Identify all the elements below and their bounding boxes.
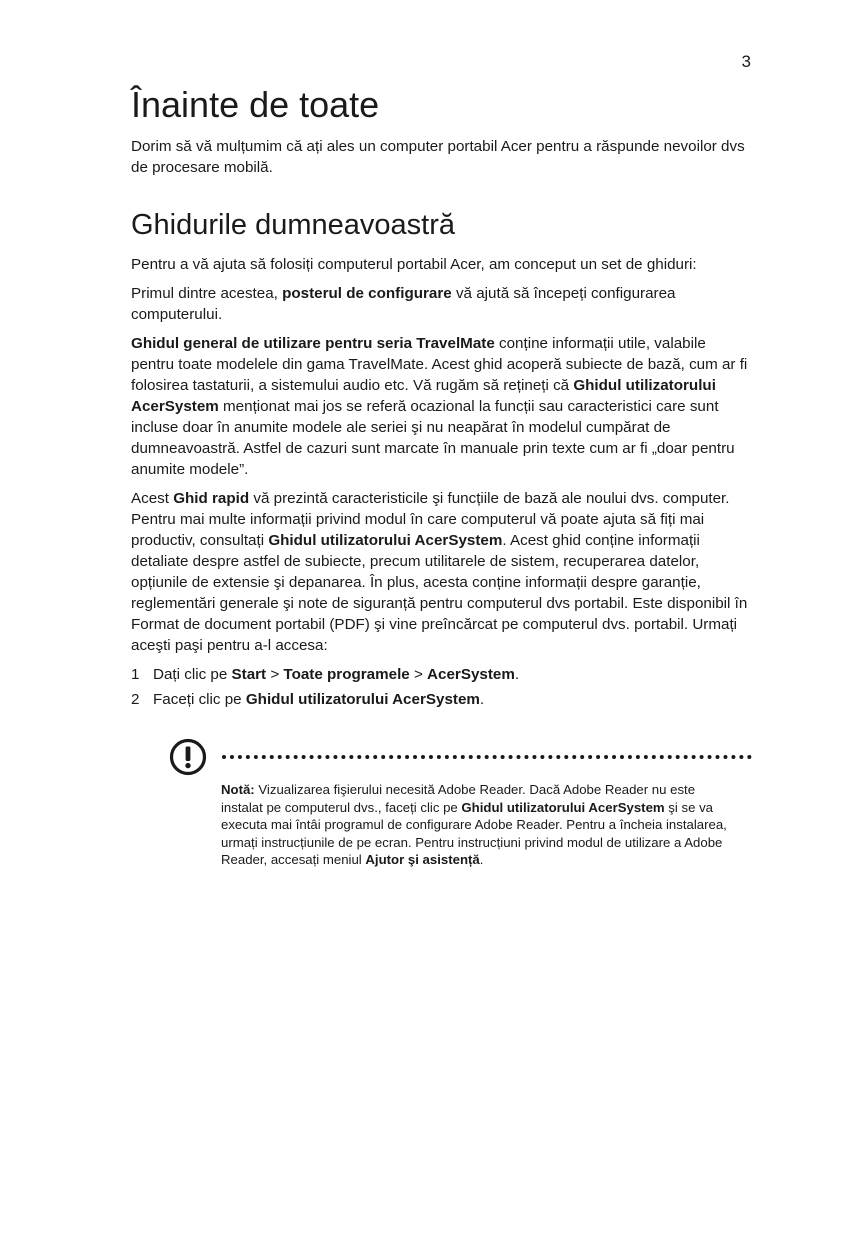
guides-paragraph-4: [131, 488, 753, 656]
list-item: [131, 689, 753, 710]
step-number: 2: [131, 691, 140, 708]
text-run: vă prezintă caracteristicile şi funcțiile de bază ale noului dvs. computer. Pentru mai multe informații privind modul în care computerul vă poate ajuta să fiți mai productiv, consultați: [131, 490, 730, 549]
bold-term-acersystem-guide: Ghidul utilizatorului AcerSystem: [131, 377, 716, 415]
text-run: >: [409, 666, 428, 683]
text-run: Dați clic pe: [153, 666, 232, 683]
list-item: [131, 664, 753, 685]
bold-term-start: Start: [231, 666, 267, 683]
page-title: Înainte de toate: [131, 84, 380, 125]
bold-term-acersystem-guide: Ghidul utilizatorului AcerSystem: [245, 691, 480, 708]
intro-paragraph: Dorim să vă mulțumim că ați ales un computer portabil Acer pentru a răspunde nevoilor dvs de procesare mobilă.: [131, 138, 745, 176]
text-run: vă ajută să începeți configurarea computerului.: [131, 285, 676, 323]
bold-term-acersystem: AcerSystem: [427, 666, 515, 683]
section-heading-guides: Ghidurile dumneavoastră: [131, 209, 456, 241]
steps-list: [131, 664, 753, 710]
bold-term-general-guide: Ghidul general de utilizare pentru seria TravelMate: [131, 335, 495, 352]
text-run: >: [266, 666, 284, 683]
text-run: Vizualizarea fişierului necesită Adobe Reader. Dacă Adobe Reader nu este instalat pe computerul dvs., faceți clic pe: [221, 782, 696, 815]
text-run: menționat mai jos se referă ocazional la funcții sau caracteristici care sunt incluse doar în anumite modele ale seriei şi nu neapărat în modelul cumpărat de dumneavoastră. Astfel de cazuri sunt marcate în manuale prin texte cum ar fi „doar pentru anumite modele”.: [131, 398, 735, 478]
step-number: 1: [131, 666, 140, 683]
text-run: .: [514, 666, 520, 683]
text-run: .: [479, 852, 484, 867]
bold-term-acersystem-guide: Ghidul utilizatorului AcerSystem: [461, 799, 665, 815]
bold-term-acersystem-guide: Ghidul utilizatorului AcerSystem: [268, 532, 503, 549]
guides-paragraph-1: Pentru a vă ajuta să folosiți computerul portabil Acer, am conceput un set de ghiduri:: [131, 256, 697, 273]
text-run: .: [479, 691, 485, 708]
text-run: conține informații utile, valabile pentru toate modelele din gama TravelMate. Acest ghid acoperă subiecte de bază, cum ar fi folosirea tastaturii, a sistemului audio etc. Vă rugăm să rețineți că: [131, 335, 748, 394]
text-run: şi se va executa mai întâi programul de configurare Adobe Reader. Pentru a încheia instalarea, urmați instrucțiunile de pe ecran. Pentru instrucțiuni privind modul de utilizare a Adobe Reader, accesați meniul: [221, 799, 727, 867]
bold-term-quick-guide: Ghid rapid: [173, 490, 250, 507]
bold-term-help-and-support: Ajutor şi asistență: [365, 852, 480, 867]
note-divider: [222, 755, 752, 759]
text-run: Faceți clic pe: [153, 691, 246, 708]
bold-term-setup-poster: posterul de configurare: [282, 285, 452, 302]
note-box: [131, 738, 753, 888]
text-run: Acest: [131, 490, 174, 507]
text-run: . Acest ghid conține informații detaliate despre astfel de subiecte, precum utilitarele de sistem, recuperarea datelor, opțiunile de extensie şi depanarea. În plus, acesta conține informații despre garanție, reglementări generale şi note de siguranță pentru computerul dvs portabil. Este disponibil în Format de document portabil (PDF) şi vine preîncărcat pe computerul dvs. portabil. Urmați aceşti paşi pentru a-l accesa:: [131, 532, 748, 654]
page-number: 3: [741, 52, 751, 71]
exclamation-circle-icon: [169, 738, 207, 776]
guides-paragraph-3: [131, 333, 753, 480]
document-body: [131, 84, 753, 888]
note-label: Notă:: [221, 782, 255, 797]
guides-paragraph-2: [131, 283, 753, 325]
bold-term-all-programs: Toate programele: [283, 666, 410, 683]
note-text: [221, 781, 736, 869]
text-run: Primul dintre acestea,: [131, 285, 283, 302]
